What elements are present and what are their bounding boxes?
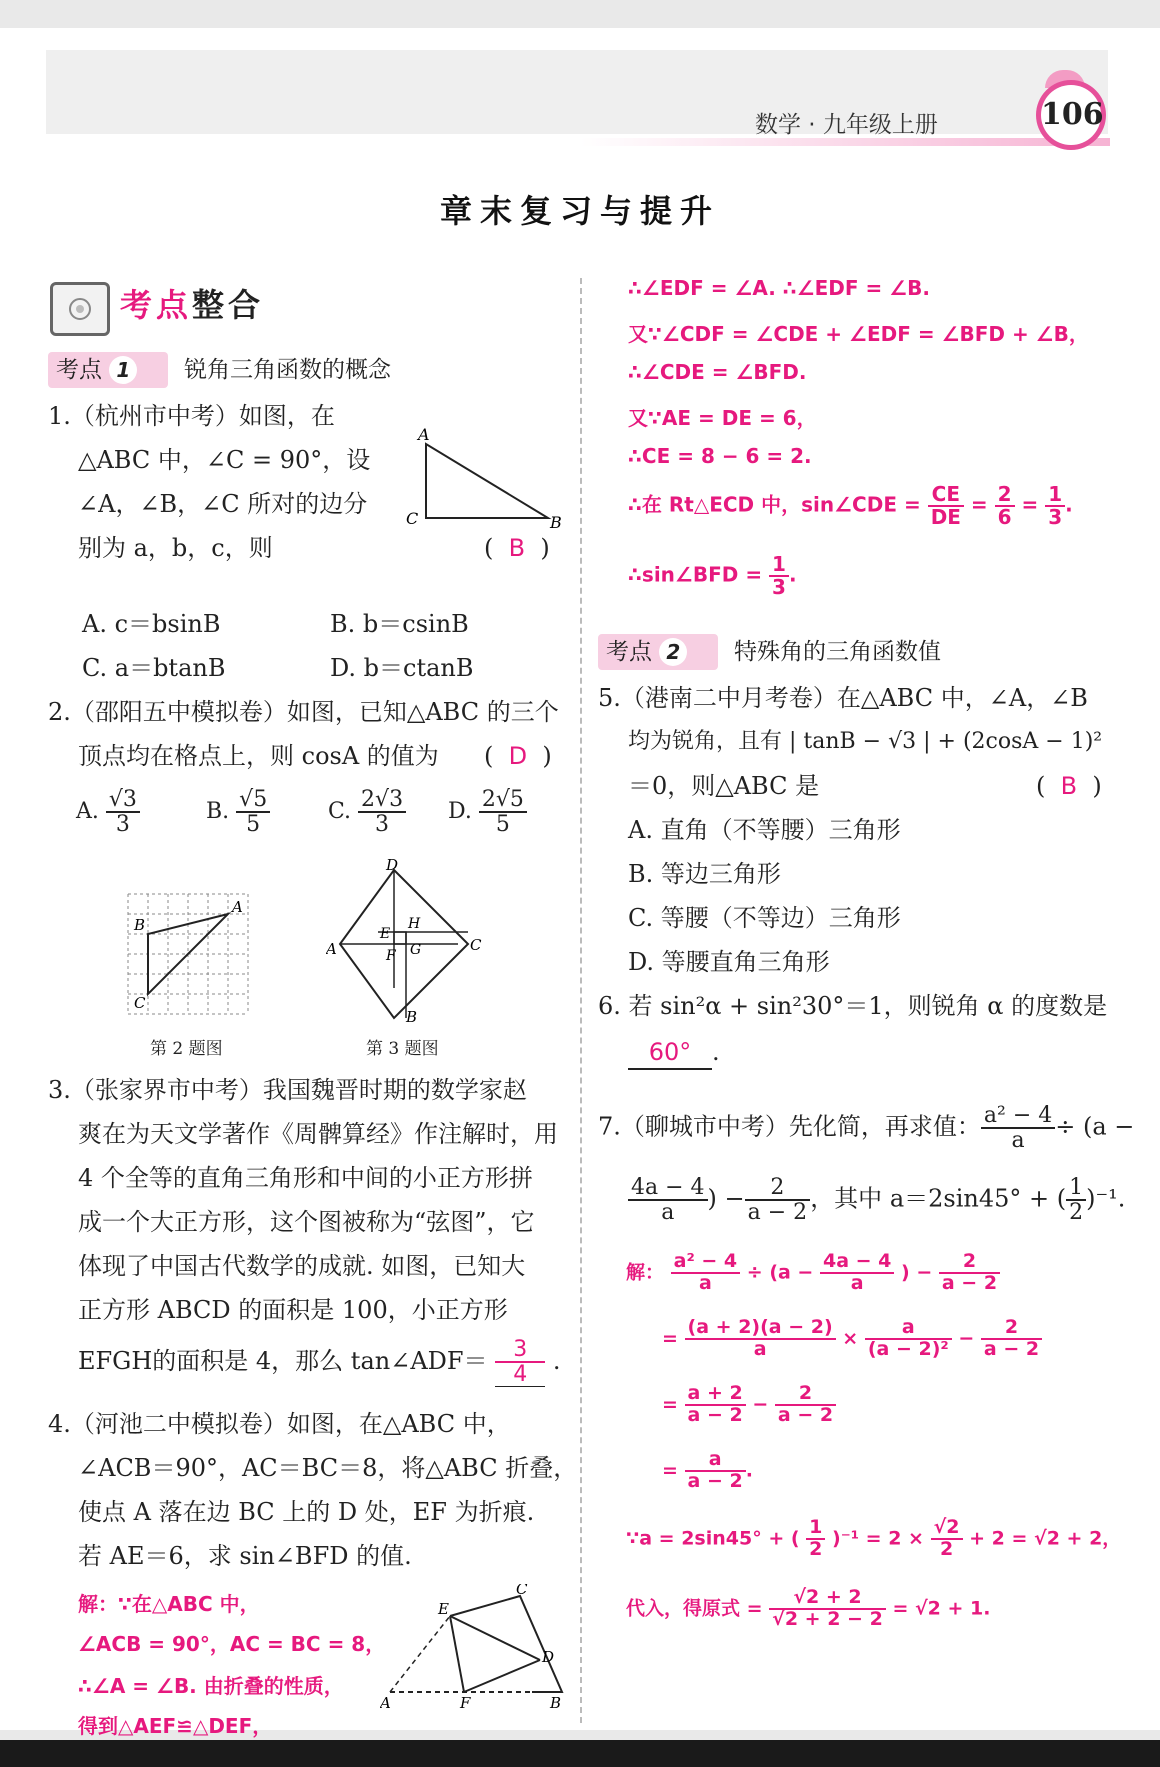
q7-solution-step-5: ∵a = 2sin45° + ( $\frac{1}{2}$ )⁻¹ = 2 × $\frac{√2}{2}$ + 2 = √2 + 2，	[626, 1516, 1122, 1560]
q4-solution-line-2: ∠ACB = 90°，AC = BC = 8，	[78, 1632, 386, 1656]
svg-text:C: C	[516, 1584, 528, 1598]
kaodian-tag: 考点	[56, 357, 102, 383]
q1-option-d[interactable]: D. b＝ctanB	[330, 654, 474, 682]
section-heading	[50, 278, 280, 340]
q5-option-a[interactable]: A. 直角（不等腰）三角形	[628, 816, 901, 844]
q1-answer: ( B )	[484, 534, 550, 562]
q2-grid-figure	[118, 884, 258, 1016]
q7-line-1: 7.（聊城市中考）先化简，再求值： $\frac{\text{a² − 4}}{a}$ ÷ (a −	[598, 1103, 1135, 1154]
q3-figure-caption: 第 3 题图	[366, 1039, 439, 1059]
svg-text:D: D	[386, 858, 399, 874]
kaodian-name: 锐角三角函数的概念	[184, 357, 391, 383]
q4-solution-line-10: ∴在 Rt△ECD 中，sin∠CDE = $\frac{CE}{DE}$ = $\frac{2}{6}$ = $\frac{1}{3}$ .	[628, 482, 1073, 529]
q7-solution-step-2: = $\frac{(a + 2)(a - 2)}{a}$ × $\frac{a}{\text{(a − 2)²}}$ − $\frac{2}{a - 2}$	[662, 1318, 1042, 1360]
svg-text:C: C	[406, 509, 419, 528]
q5-line-1: 5.（港南二中月考卷）在△ABC 中，∠A，∠B	[598, 684, 1088, 712]
q1-line-1: 1.（杭州市中考）如图，在	[48, 402, 335, 430]
column-divider	[580, 278, 582, 1723]
kaodian-name: 特殊角的三角函数值	[734, 639, 941, 665]
q3-line-5: 体现了中国古代数学的成就. 如图，已知大	[78, 1252, 526, 1280]
svg-text:D: D	[542, 1648, 555, 1666]
q1-option-a[interactable]: A. c＝bsinB	[82, 610, 221, 638]
q6-text: 6. 若 sin²α + sin²30°＝1，则锐角 α 的度数是	[598, 992, 1108, 1020]
q7-solution-step-3: = $\frac{a + 2}{a - 2}$ − $\frac{2}{a - 2}$	[662, 1384, 836, 1426]
q3-line-2: 爽在为天文学著作《周髀算经》作注解时，用	[78, 1120, 558, 1148]
q4-solution-line-11: ∴sin∠BFD = $\frac{1}{3}$ .	[628, 552, 797, 599]
q4-solution-line-7: ∴∠CDE = ∠BFD.	[628, 360, 807, 384]
svg-text:B: B	[134, 916, 146, 934]
page-number: 106	[1041, 85, 1101, 145]
svg-text:A: A	[326, 940, 337, 958]
q7-line-2: $\frac{4a - 4}{a}$ ) − $\frac{2}{a - 2}$ ，其中 a＝2sin45° + ( $\frac{1}{2}$ )⁻¹.	[628, 1176, 1125, 1224]
section-label-a: 考点	[120, 286, 193, 324]
q6-answer-blank: 60° .	[628, 1030, 720, 1074]
svg-text:A: A	[380, 1694, 391, 1712]
q1-line-4: 别为 a，b，c，则	[78, 534, 273, 562]
q4-fold-figure	[380, 1584, 570, 1714]
page	[0, 28, 1160, 1738]
q1-option-b[interactable]: B. b＝csinB	[330, 610, 469, 638]
svg-text:A: A	[418, 426, 430, 444]
q4-line-3: 使点 A 落在边 BC 上的 D 处，EF 为折痕.	[78, 1498, 535, 1526]
q4-solution-line-4: 得到△AEF≌△DEF，	[78, 1714, 273, 1738]
q5-option-b[interactable]: B. 等边三角形	[628, 860, 781, 888]
kaodian-number: 1	[109, 356, 137, 384]
q4-solution-line-1: 解：∵在△ABC 中，	[78, 1592, 260, 1616]
q7-solution-step-6: 代入，得原式 = $\frac{√2 + 2}{√2 + 2 - 2}$ = √2 + 1.	[626, 1586, 991, 1630]
q2-option-a[interactable]: A. $\frac{√3}{3}$	[76, 788, 140, 836]
book-title: 数学 · 九年级上册	[755, 112, 938, 138]
q4-line-2: ∠ACB＝90°，AC＝BC＝8，将△ABC 折叠，	[78, 1454, 578, 1482]
kaodian-number: 2	[659, 638, 687, 666]
svg-text:B: B	[550, 1694, 562, 1712]
svg-text:B: B	[406, 1008, 418, 1023]
svg-text:C: C	[470, 936, 482, 954]
q5-line-3: ＝0，则△ABC 是	[628, 772, 820, 800]
svg-text:E: E	[380, 926, 391, 942]
q4-solution-line-6: 又∵∠CDF = ∠CDE + ∠EDF = ∠BFD + ∠B，	[628, 322, 1089, 346]
q1-line-3: ∠A，∠B，∠C 所对的边分	[78, 490, 368, 518]
kaodian-tag: 考点	[606, 639, 652, 665]
section-label-b: 整合	[192, 286, 265, 324]
svg-text:E: E	[438, 1600, 449, 1618]
q4-solution-line-5: ∴∠EDF = ∠A. ∴∠EDF = ∠B.	[628, 276, 931, 300]
q2-option-c[interactable]: C. $\frac{2√3}{3}$	[328, 788, 406, 836]
q4-solution-line-9: ∴CE = 8 − 6 = 2.	[628, 444, 812, 468]
svg-text:B: B	[550, 513, 562, 532]
flower-icon	[50, 282, 110, 336]
chapter-title: 章末复习与提升	[439, 192, 720, 230]
page-number-badge	[1036, 80, 1106, 150]
q4-line-1: 4.（河池二中模拟卷）如图，在△ABC 中，	[48, 1410, 511, 1438]
q2-line-2: 顶点均在格点上，则 cosA 的值为	[78, 742, 439, 770]
q2-option-b[interactable]: B. $\frac{√5}{5}$	[206, 788, 270, 836]
header-bar	[46, 50, 1108, 134]
q4-solution-line-8: 又∵AE = DE = 6，	[628, 406, 817, 430]
q4-solution-line-3: ∴∠A = ∠B. 由折叠的性质，	[78, 1674, 344, 1698]
q1-line-2: △ABC 中，∠C = 90°，设	[78, 446, 371, 474]
q3-string-figure	[326, 858, 486, 1023]
q2-option-d[interactable]: D. $\frac{2√5}{5}$	[448, 788, 527, 836]
q2-line-1: 2.（邵阳五中模拟卷）如图，已知△ABC 的三个	[48, 698, 559, 726]
q1-figure	[400, 426, 565, 536]
svg-text:A: A	[232, 898, 243, 916]
svg-text:F: F	[386, 948, 396, 964]
header-accent-line	[580, 138, 1110, 146]
q7-solution-step-1: 解： $\frac{\text{a² − 4}}{a}$ ÷ (a − $\frac{4a - 4}{a}$ ) − $\frac{2}{a - 2}$	[626, 1252, 1000, 1294]
q5-option-d[interactable]: D. 等腰直角三角形	[628, 948, 830, 976]
q3-line-4: 成一个大正方形，这个图被称为“弦图”，它	[78, 1208, 535, 1236]
q2-answer: ( D )	[484, 742, 552, 770]
q2-figure-caption: 第 2 题图	[150, 1039, 223, 1059]
q3-line-1: 3.（张家界市中考）我国魏晋时期的数学家赵	[48, 1076, 527, 1104]
q5-option-c[interactable]: C. 等腰（不等边）三角形	[628, 904, 901, 932]
q3-line-7: EFGH的面积是 4，那么 tan∠ADF＝ $\frac{3}{4}$ .	[78, 1337, 561, 1388]
svg-text:C: C	[134, 994, 146, 1012]
q3-line-6: 正方形 ABCD 的面积是 100，小正方形	[78, 1296, 508, 1324]
q5-line-2: 均为锐角，且有 | tanB − √3 | + (2cosA − 1)²	[628, 729, 1103, 754]
q7-solution-step-4: = $\frac{a}{a - 2}$ .	[662, 1448, 753, 1492]
svg-text:G: G	[410, 942, 422, 958]
bottom-bar	[0, 1740, 1160, 1767]
svg-text:F: F	[460, 1694, 471, 1712]
q3-line-3: 4 个全等的直角三角形和中间的小正方形拼	[78, 1164, 533, 1192]
svg-text:H: H	[408, 916, 421, 932]
q1-option-c[interactable]: C. a＝btanB	[82, 654, 226, 682]
q4-line-4: 若 AE＝6，求 sin∠BFD 的值.	[78, 1542, 412, 1570]
q5-answer: ( B )	[1036, 772, 1102, 800]
